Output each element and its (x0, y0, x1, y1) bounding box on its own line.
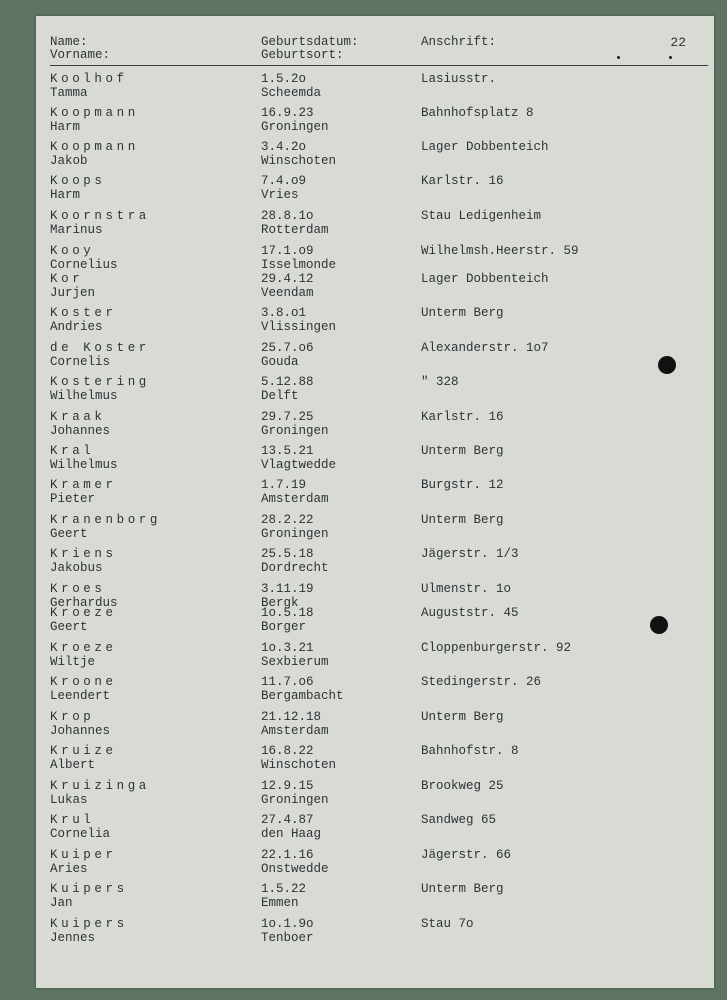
table-row (50, 641, 700, 671)
surname-cell: Kriens (50, 547, 117, 561)
ink-mark (617, 56, 620, 59)
address-cell: Ulmenstr. 1o (421, 582, 512, 596)
birthplace-cell: Vries (261, 188, 299, 202)
birthdate-cell: 29.4.12 (261, 272, 314, 286)
table-row (50, 917, 700, 947)
table-row (50, 140, 700, 170)
surname-cell: Kooy (50, 244, 95, 258)
table-header (50, 36, 700, 72)
surname-cell: Kramer (50, 478, 117, 492)
address-cell: Karlstr. 16 (421, 174, 504, 188)
surname-cell: Kruize (50, 744, 117, 758)
punch-hole (650, 616, 668, 634)
table-row (50, 106, 700, 136)
birthdate-cell: 28.8.1o (261, 209, 314, 223)
firstname-cell: Aries (50, 862, 88, 876)
firstname-cell: Andries (50, 320, 103, 334)
header-rule (50, 65, 708, 66)
birth-column-header (261, 36, 359, 62)
birthdate-cell: 1o.1.9o (261, 917, 314, 931)
address-cell: Brookweg 25 (421, 779, 504, 793)
birthdate-cell: 11.7.o6 (261, 675, 314, 689)
birthplace-cell: Onstwedde (261, 862, 329, 876)
table-row (50, 272, 700, 302)
firstname-cell: Geert (50, 620, 88, 634)
birthplace-cell: Amsterdam (261, 724, 329, 738)
surname-cell: Kraak (50, 410, 106, 424)
birthplace-cell: Bergk (261, 596, 299, 610)
table-row (50, 882, 700, 912)
birthplace-cell: Sexbierum (261, 655, 329, 669)
firstname-cell: Lukas (50, 793, 88, 807)
birthdate-cell: 12.9.15 (261, 779, 314, 793)
surname-cell: Kuipers (50, 917, 128, 931)
address-cell: Wilhelmsh.Heerstr. 59 (421, 244, 579, 258)
address-cell: Jägerstr. 1/3 (421, 547, 519, 561)
table-row (50, 779, 700, 809)
address-cell: Auguststr. 45 (421, 606, 519, 620)
firstname-cell: Albert (50, 758, 96, 772)
firstname-cell: Gerhardus (50, 596, 118, 610)
birthplace-cell: Tenboer (261, 931, 314, 945)
table-row (50, 710, 700, 740)
firstname-cell: Marinus (50, 223, 103, 237)
firstname-cell: Cornelis (50, 355, 111, 369)
address-cell: Unterm Berg (421, 882, 504, 896)
birthdate-cell: 3.8.o1 (261, 306, 307, 320)
address-cell: " 328 (421, 375, 459, 389)
birthplace-cell: Emmen (261, 896, 299, 910)
table-row (50, 72, 700, 102)
address-cell: Stau 7o (421, 917, 474, 931)
address-cell: Unterm Berg (421, 710, 504, 724)
surname-cell: Koopmann (50, 106, 139, 120)
address-cell: Lager Dobbenteich (421, 272, 549, 286)
address-cell: Sandweg 65 (421, 813, 497, 827)
firstname-cell: Johannes (50, 424, 111, 438)
birthdate-cell: 5.12.88 (261, 375, 314, 389)
address-cell: Burgstr. 12 (421, 478, 504, 492)
anschrift-header: Anschrift: (421, 35, 497, 49)
firstname-cell: Jurjen (50, 286, 96, 300)
address-cell: Unterm Berg (421, 306, 504, 320)
surname-cell: Kral (50, 444, 95, 458)
firstname-cell: Wilhelmus (50, 389, 118, 403)
address-cell: Lager Dobbenteich (421, 140, 549, 154)
birthdate-cell: 3.4.2o (261, 140, 307, 154)
surname-cell: de Koster (50, 341, 150, 355)
birthdate-cell: 7.4.o9 (261, 174, 307, 188)
table-row (50, 547, 700, 577)
birthplace-cell: Groningen (261, 793, 329, 807)
birthplace-cell: Winschoten (261, 154, 337, 168)
birthplace-cell: Vlissingen (261, 320, 337, 334)
birthplace-cell: Dordrecht (261, 561, 329, 575)
address-column-header (421, 36, 496, 49)
firstname-cell: Jakobus (50, 561, 103, 575)
table-row (50, 744, 700, 774)
page-number: 22 (670, 35, 686, 50)
birthdate-cell: 1.5.2o (261, 72, 307, 86)
surname-cell: Koops (50, 174, 106, 188)
birthdate-cell: 1.5.22 (261, 882, 307, 896)
birthdate-cell: 27.4.87 (261, 813, 314, 827)
address-cell: Stedingerstr. 26 (421, 675, 542, 689)
birthdate-cell: 29.7.25 (261, 410, 314, 424)
table-row (50, 174, 700, 204)
address-cell: Cloppenburgerstr. 92 (421, 641, 572, 655)
firstname-cell: Cornelia (50, 827, 111, 841)
birthdate-cell: 25.7.o6 (261, 341, 314, 355)
firstname-cell: Pieter (50, 492, 96, 506)
birthplace-cell: Borger (261, 620, 307, 634)
table-row (50, 478, 700, 508)
ink-mark (669, 56, 672, 59)
surname-cell: Kruizinga (50, 779, 150, 793)
birthdate-cell: 1.7.19 (261, 478, 307, 492)
firstname-cell: Jan (50, 896, 73, 910)
surname-cell: Koopmann (50, 140, 139, 154)
firstname-cell: Jakob (50, 154, 88, 168)
firstname-cell: Wiltje (50, 655, 96, 669)
surname-cell: Kranenborg (50, 513, 162, 527)
surname-cell: Kroeze (50, 606, 117, 620)
table-row (50, 306, 700, 336)
birthdate-cell: 16.9.23 (261, 106, 314, 120)
surname-cell: Kroes (50, 582, 106, 596)
birthplace-cell: Scheemda (261, 86, 322, 100)
firstname-cell: Johannes (50, 724, 111, 738)
firstname-cell: Geert (50, 527, 88, 541)
table-row (50, 848, 700, 878)
birthdate-cell: 28.2.22 (261, 513, 314, 527)
surname-cell: Kroone (50, 675, 117, 689)
birthplace-cell: Delft (261, 389, 299, 403)
address-cell: Unterm Berg (421, 513, 504, 527)
birthdate-cell: 1o.5.18 (261, 606, 314, 620)
birthplace-cell: Bergambacht (261, 689, 344, 703)
birthplace-cell: Groningen (261, 527, 329, 541)
birthplace-cell: Isselmonde (261, 258, 337, 272)
birthdate-cell: 13.5.21 (261, 444, 314, 458)
birthplace-cell: den Haag (261, 827, 322, 841)
table-row (50, 675, 700, 705)
firstname-cell: Jennes (50, 931, 96, 945)
birthplace-cell: Amsterdam (261, 492, 329, 506)
birthplace-cell: Winschoten (261, 758, 337, 772)
table-row (50, 209, 700, 239)
address-cell: Bahnhofsplatz 8 (421, 106, 534, 120)
birthplace-cell: Rotterdam (261, 223, 329, 237)
table-row (50, 813, 700, 843)
punch-hole (658, 356, 676, 374)
geburtsort-header: Geburtsort: (261, 48, 344, 62)
table-row (50, 410, 700, 440)
firstname-cell: Harm (50, 188, 81, 202)
birthplace-cell: Gouda (261, 355, 299, 369)
firstname-cell: Leendert (50, 689, 111, 703)
birthdate-cell: 21.12.18 (261, 710, 322, 724)
birthdate-cell: 16.8.22 (261, 744, 314, 758)
birthplace-cell: Groningen (261, 120, 329, 134)
document-page (36, 16, 714, 988)
address-cell: Alexanderstr. 1o7 (421, 341, 549, 355)
surname-cell: Kor (50, 272, 84, 286)
surname-cell: Kuipers (50, 882, 128, 896)
birthdate-cell: 3.11.19 (261, 582, 314, 596)
address-cell: Jägerstr. 66 (421, 848, 512, 862)
birthdate-cell: 1o.3.21 (261, 641, 314, 655)
surname-cell: Koster (50, 306, 117, 320)
firstname-cell: Wilhelmus (50, 458, 118, 472)
birthplace-cell: Veendam (261, 286, 314, 300)
birthdate-cell: 17.1.o9 (261, 244, 314, 258)
table-row (50, 244, 700, 274)
surname-cell: Krop (50, 710, 95, 724)
table-row (50, 444, 700, 474)
surname-cell: Koolhof (50, 72, 128, 86)
name-column-header (50, 36, 110, 62)
address-cell: Karlstr. 16 (421, 410, 504, 424)
birthplace-cell: Groningen (261, 424, 329, 438)
geburtsdatum-header: Geburtsdatum: (261, 35, 359, 49)
birthplace-cell: Vlagtwedde (261, 458, 337, 472)
address-cell: Stau Ledigenheim (421, 209, 542, 223)
table-row (50, 513, 700, 543)
birthdate-cell: 22.1.16 (261, 848, 314, 862)
address-cell: Unterm Berg (421, 444, 504, 458)
surname-cell: Krul (50, 813, 95, 827)
table-row (50, 606, 700, 636)
name-header: Name: (50, 35, 88, 49)
birthdate-cell: 25.5.18 (261, 547, 314, 561)
surname-cell: Kroeze (50, 641, 117, 655)
surname-cell: Koornstra (50, 209, 150, 223)
vorname-header: Vorname: (50, 48, 111, 62)
firstname-cell: Harm (50, 120, 81, 134)
table-row (50, 341, 700, 371)
surname-cell: Kuiper (50, 848, 117, 862)
table-row (50, 375, 700, 405)
address-cell: Lasiusstr. (421, 72, 497, 86)
surname-cell: Kostering (50, 375, 150, 389)
firstname-cell: Tamma (50, 86, 88, 100)
address-cell: Bahnhofstr. 8 (421, 744, 519, 758)
firstname-cell: Cornelius (50, 258, 118, 272)
